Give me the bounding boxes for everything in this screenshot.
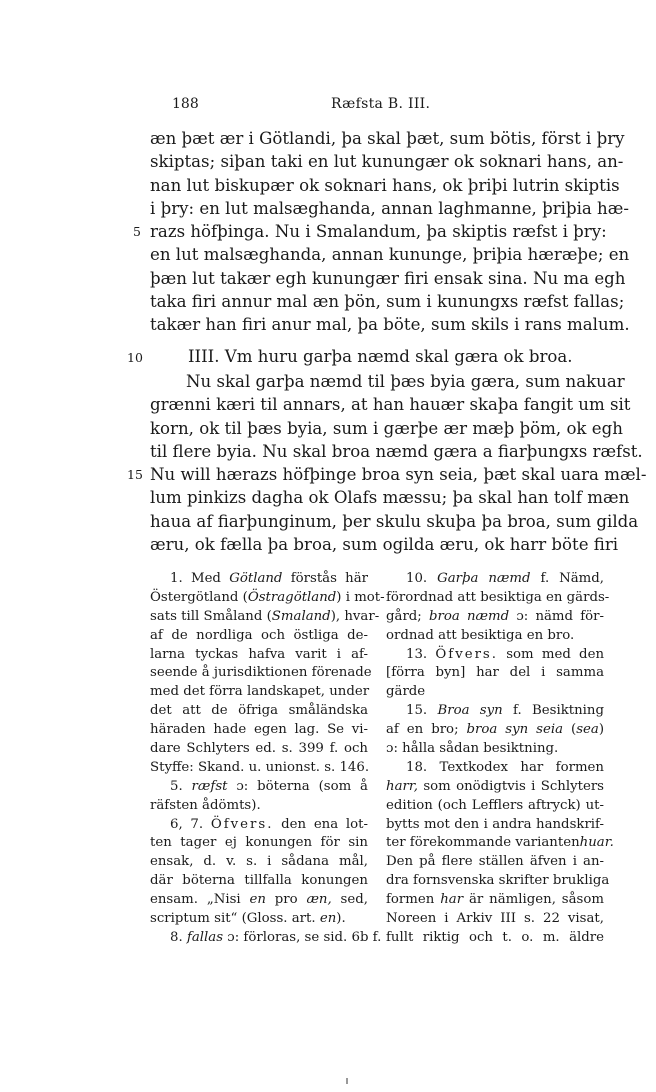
note-line: edition (och Lefflers aftryck) ut- (386, 797, 604, 813)
note-line: ter förekommande variantenhuar. (386, 835, 614, 851)
note-line: fullt riktig och t. o. m. äldre (386, 929, 604, 945)
text-line: korn, ok til þæs byia, sum i gærþe ær mæþ þöm, ok egh (150, 418, 623, 438)
paragraph-1 (150, 127, 630, 337)
note-line: bytts mot den i andra handskrif- (386, 816, 604, 832)
text-line: takær han firi anur mal, þa böte, sum skils i rans malum. (150, 315, 630, 335)
note-10: 10. Garþa næmd f. Nämd, (406, 571, 605, 586)
note-1: 1. Med Götland förstås här (170, 571, 369, 586)
note-line: ɔ: hålla sådan besiktning. (386, 741, 559, 757)
note-5: 5. ræfst ɔ: böterna (som å (170, 778, 368, 794)
note-line: formen har är nämligen, såsom (386, 892, 604, 908)
text-line: razs höfþinga. Nu i Smalandum, þa skiptis ræfst i þry: (150, 222, 607, 242)
note-line: Noreen i Arkiv III s. 22 visat, (386, 911, 604, 927)
note-line: seende å jurisdiktionen förenade (150, 665, 372, 681)
note-line: det att de öfriga småländska (150, 703, 368, 719)
text-line: Nu skal garþa næmd til þæs byia gæra, sum nakuar (186, 372, 625, 391)
text-line: taka firi annur mal æn þön, sum i kunungxs ræfst fallas; (150, 292, 625, 312)
note-line: där böterna tillfalla konungen (150, 873, 368, 889)
text-line: æn þæt ær i Götlandi, þa skal þæt, sum bötis, först i þry (150, 129, 625, 148)
note-line: dra fornsvenska skrifter brukliga (386, 873, 610, 889)
note-line: ensam. „Nisi en pro æn, sed, (150, 892, 368, 908)
text-line: til flere byia. Nu skal broa næmd gæra a fiarþungxs ræfst. (150, 441, 643, 461)
note-line: af en bro; broa syn seia (sea) (386, 722, 605, 738)
note-line: dare Schlyters ed. s. 399 f. och (150, 741, 368, 757)
note-line: af de nordliga och östliga de- (150, 627, 368, 643)
line-number: 10 (127, 350, 143, 365)
text-line: Nu will hærazs höfþinge broa syn seia, þæt skal uara mæl- (150, 465, 647, 485)
text-line: nan lut biskupær ok soknari hans, ok þriþi lutrin skiptis (150, 175, 620, 195)
line-number: 5 (133, 224, 141, 239)
text-line: æru, ok fælla þa broa, sum ogilda æru, ok harr böte firi (150, 535, 619, 555)
text-line: skiptas; siþan taki en lut kunungær ok soknari hans, an- (150, 152, 624, 172)
text-line: haua af fiarþunginum, þer skulu skuþa þa broa, sum gilda (150, 511, 639, 531)
text-line: þæn lut takær egh kunungær firi ensak sina. Nu ma egh (150, 268, 626, 288)
note-line: Den på flere ställen äfven i an- (386, 854, 604, 870)
note-line: ordnad att besiktiga en bro. (386, 627, 575, 643)
note-line: gärde (386, 684, 426, 700)
note-18: 18. Textkodex har formen (406, 759, 604, 775)
page-header (0, 96, 656, 120)
note-line: förordnad att besiktiga en gärds- (386, 589, 610, 605)
paragraph-2 (150, 370, 647, 556)
text-line: en lut malsæghanda, annan kununge, þriþia hæræþe; en (150, 245, 630, 265)
note-line: ten tager ej konungen för sin (150, 835, 368, 851)
page-number: 188 (172, 96, 199, 112)
section-title: IIII. Vm huru garþa næmd skal gæra ok broa. (188, 347, 573, 366)
text-line: grænni kæri til annars, at han hauær skaþa fangit um sit (150, 395, 631, 415)
note-line: med det förra landskapet, under (150, 684, 370, 700)
note-6-7: 6, 7. Öfvers. den ena lot- (170, 816, 368, 832)
note-15: 15. Broa syn f. Besiktning (406, 703, 604, 719)
note-line: gård; broa næmd ɔ: nämd för- (386, 608, 605, 624)
note-line: larna tyckas hafva varit i af- (150, 646, 368, 662)
note-13: 13. Öfvers. som med den (406, 646, 605, 662)
note-line: sats till Småland (Smaland), hvar- (150, 608, 380, 624)
running-head: Ræfsta B. III. (331, 96, 431, 112)
note-line: harr, som onödigtvis i Schlyters (386, 778, 605, 794)
note-line: scriptum sit“ (Gloss. art. en). (150, 911, 346, 927)
note-line: häraden hade egen lag. Se vi- (150, 722, 368, 738)
text-line: lum pinkizs dagha ok Olafs mæssu; þa skal han tolf mæn (150, 488, 630, 508)
note-8: 8. fallas ɔ: förloras, se sid. 6b f. (170, 929, 382, 945)
note-line: Östergötland (Östragötland) i mot- (150, 589, 385, 605)
ink-mark (346, 1078, 348, 1084)
footnotes-right (386, 570, 614, 948)
line-number: 15 (127, 467, 143, 482)
note-line: ensak, d. v. s. i sådana mål, (150, 854, 368, 870)
note-line: Styffe: Skand. u. unionst. s. 146. (150, 759, 370, 775)
text-line: i þry: en lut malsæghanda, annan laghmanne, þriþia hæ- (150, 198, 629, 218)
note-line: räfsten ådömts). (150, 797, 261, 813)
footnotes-left (150, 570, 385, 948)
note-line: [förra byn] har del i samma (386, 665, 604, 681)
